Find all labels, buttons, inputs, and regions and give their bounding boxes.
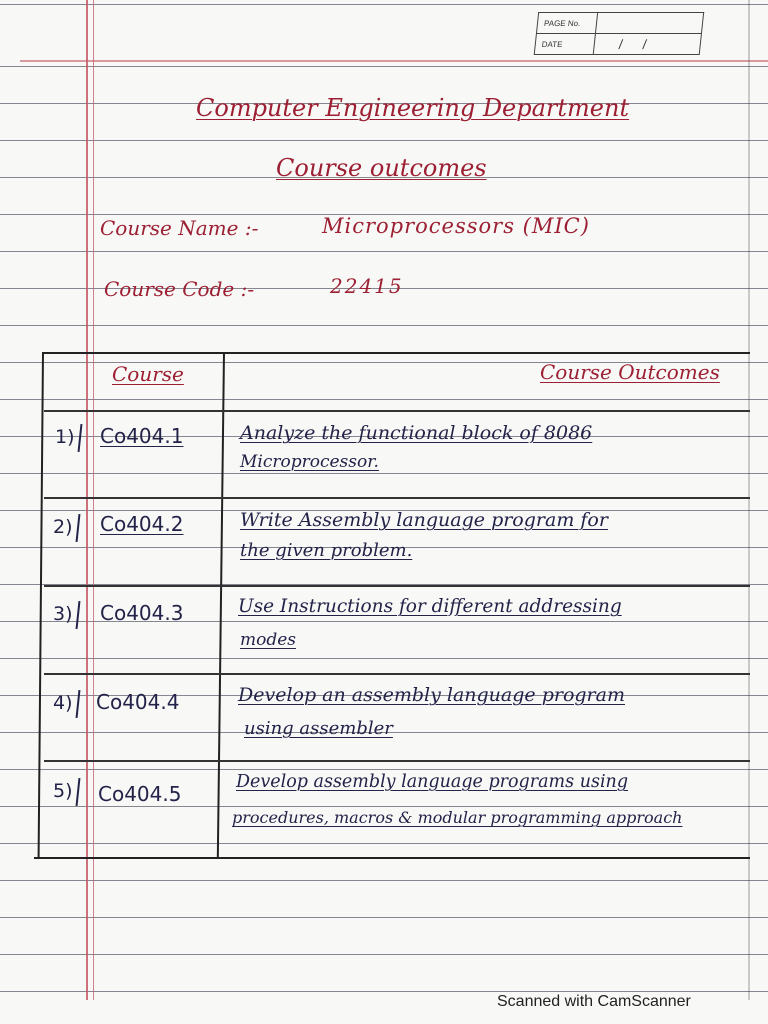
- outcome-line-2: procedures, macros & modular programming approach: [232, 808, 683, 827]
- course-code-label: Course Code :-: [104, 277, 255, 301]
- row-separator: [44, 497, 750, 499]
- row-separator: [44, 585, 750, 587]
- course-code-value: 22415: [330, 274, 404, 298]
- outcome-line-2: the given problem.: [240, 540, 413, 561]
- page-title: Computer Engineering Department: [196, 94, 630, 122]
- top-margin-line: [20, 60, 768, 62]
- outcome-line-2: modes: [240, 630, 297, 650]
- outcome-line-1: Use Instructions for different addressing: [238, 596, 622, 617]
- table-header-outcomes: Course Outcomes: [540, 360, 720, 384]
- course-name-value: Microprocessors (MIC): [322, 214, 590, 238]
- row-number: 3): [53, 603, 73, 625]
- row-number: 1): [55, 426, 75, 448]
- outcome-line-1: Write Assembly language program for: [240, 509, 608, 531]
- course-code-cell: Co404.3: [100, 601, 184, 625]
- table-header-course: Course: [112, 362, 184, 386]
- course-code-cell: Co404.2: [100, 512, 184, 536]
- outcome-line-2: using assembler: [244, 718, 393, 739]
- date-label: DATE: [535, 34, 596, 54]
- page-no-row: [536, 12, 704, 33]
- margin-line-inner: [93, 0, 94, 1000]
- scanner-watermark: Scanned with CamScanner: [497, 993, 691, 1010]
- row-number: 4): [53, 692, 73, 714]
- row-separator: [44, 410, 750, 412]
- outcome-line-2: Microprocessor.: [240, 452, 379, 472]
- course-code-cell: Co404.1: [100, 424, 184, 448]
- page-subtitle: Course outcomes: [276, 154, 487, 182]
- course-name-label: Course Name :-: [100, 216, 259, 240]
- table-bottom-border: [34, 857, 750, 859]
- course-code-cell: Co404.5: [98, 782, 182, 806]
- row-number: 2): [53, 516, 73, 538]
- date-value: / /: [618, 37, 656, 51]
- margin-line: [86, 0, 88, 1000]
- outcome-line-1: Develop an assembly language program: [238, 684, 625, 706]
- course-code-cell: Co404.4: [96, 690, 180, 714]
- row-separator: [44, 760, 750, 762]
- table-column-divider: [217, 352, 225, 857]
- outcome-line-1: Develop assembly language programs using: [236, 772, 629, 792]
- table-left-border: [38, 352, 44, 857]
- page-no-label: PAGE No.: [537, 13, 598, 33]
- date-row: [534, 33, 702, 55]
- table-top-border: [42, 352, 750, 354]
- row-separator: [44, 673, 750, 675]
- outcome-line-1: Analyze the functional block of 8086: [240, 422, 593, 444]
- page-date-box: [534, 12, 704, 54]
- row-number: 5): [53, 780, 73, 802]
- page-edge: [748, 0, 750, 1000]
